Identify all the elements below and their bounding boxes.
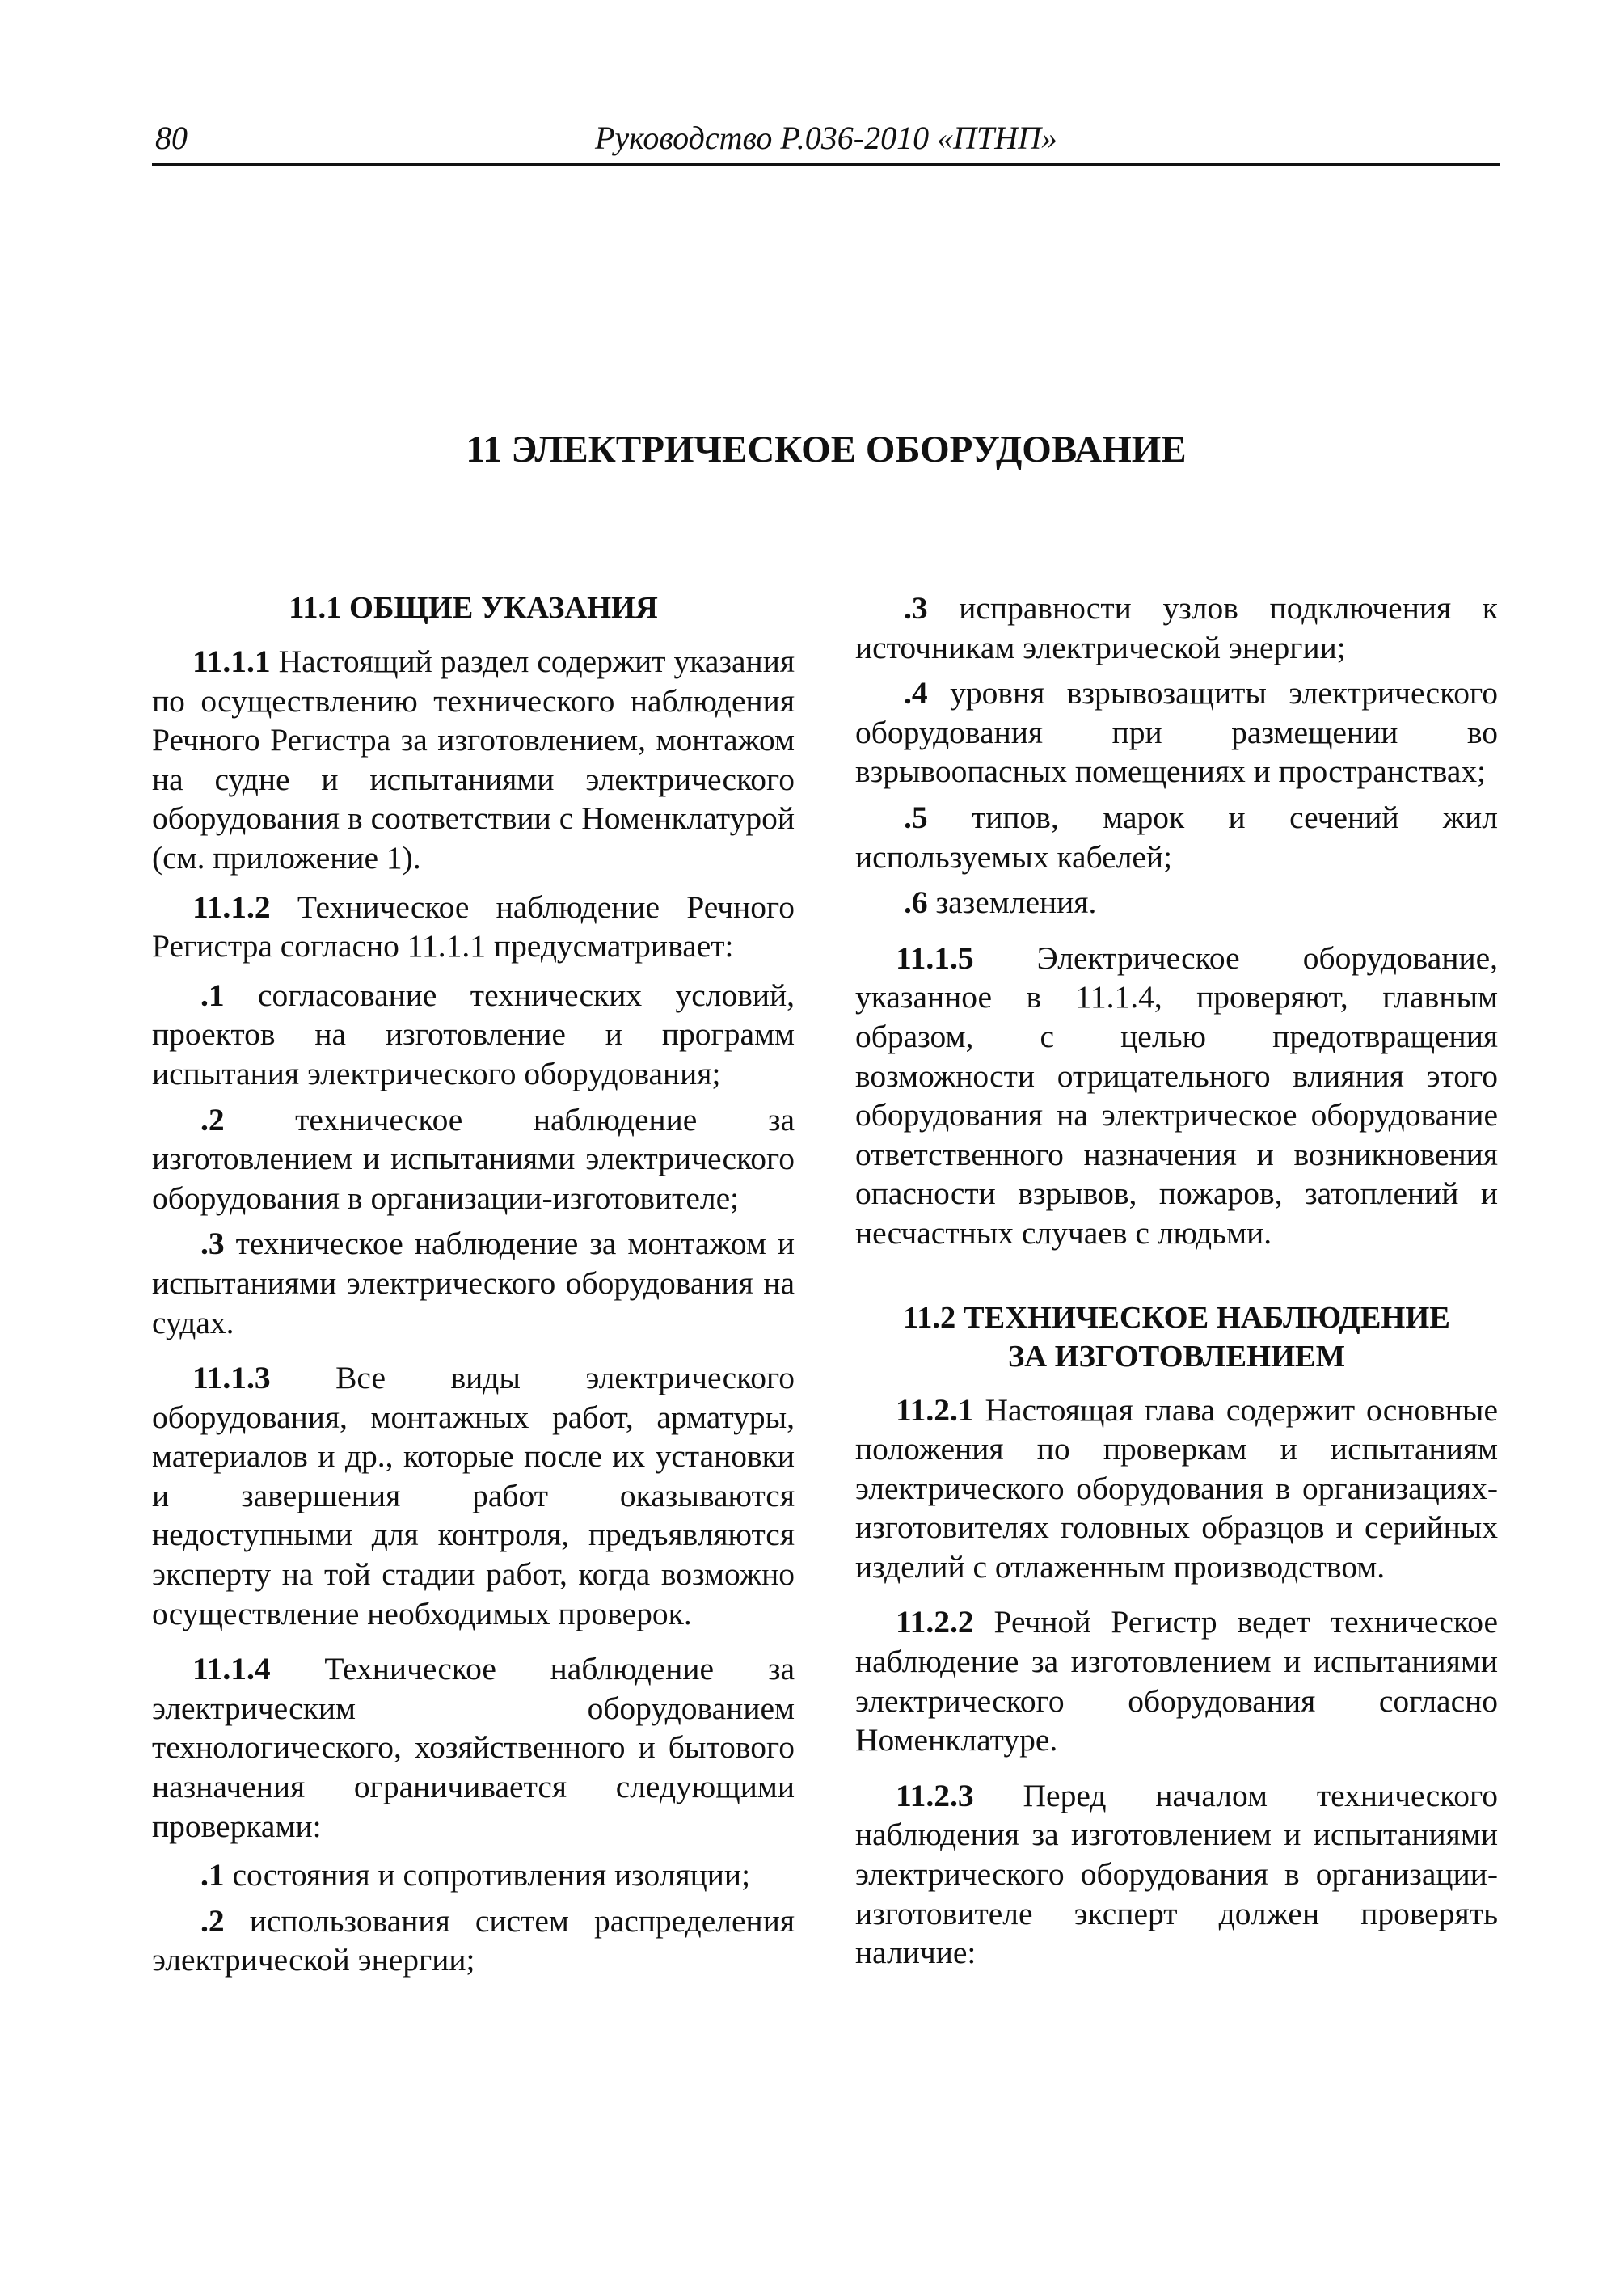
list-item — [855, 589, 1498, 667]
item-text: согласование технических условий, проектов на изготовление и программ испытания электрического оборудования; — [152, 977, 795, 1091]
list-item — [152, 1100, 795, 1218]
paragraph-number: 11.1.4 — [192, 1651, 271, 1687]
right-column — [855, 589, 1498, 1982]
paragraph-11-1-2 — [152, 888, 795, 966]
paragraph-number: 11.2.1 — [896, 1391, 974, 1428]
page-number: 80 — [155, 120, 188, 156]
item-text: заземления. — [935, 884, 1097, 921]
item-number: .1 — [200, 977, 225, 1013]
paragraph-number: 11.1.1 — [192, 644, 271, 679]
item-text: уровня взрывозащиты электрического оборудования при размещении во взрывоопасных помещениях и пространствах; — [855, 675, 1498, 790]
item-number: .2 — [200, 1101, 225, 1138]
running-header — [152, 118, 1500, 166]
item-number: .1 — [200, 1857, 225, 1893]
paragraph-number: 11.1.2 — [192, 889, 271, 925]
item-number: .4 — [904, 675, 928, 711]
paragraph-text: Настоящая глава содержит основные положения по проверкам и испытаниям электрического оборудования в организациях-изготовителях головных образцов и серийных изделий с отлаженным производством. — [855, 1391, 1498, 1585]
paragraph-text: Перед началом технического наблюдения за изготовлением и испытаниями электрического оборудования в организации-изготовителе эксперт должен проверять наличие: — [855, 1777, 1498, 1971]
paragraph-11-1-4 — [152, 1649, 795, 1846]
item-number: .3 — [200, 1226, 225, 1262]
item-text: техническое наблюдение за изготовлением и испытаниями электрического оборудования в организации-изготовителе; — [152, 1101, 795, 1216]
list-item — [152, 976, 795, 1094]
paragraph-number: 11.2.2 — [896, 1604, 974, 1640]
running-title: Руководство Р.036-2010 «ПТНП» — [594, 120, 1058, 156]
item-number: .3 — [904, 590, 928, 626]
paragraph-number: 11.1.3 — [192, 1360, 271, 1396]
item-number: .5 — [904, 799, 928, 835]
paragraph-number: 11.2.3 — [896, 1777, 974, 1813]
paragraph-text: Техническое наблюдение Речного Регистра согласно 11.1.1 предусматривает: — [152, 889, 795, 964]
item-text: типов, марок и сечений жил используемых кабелей; — [855, 799, 1498, 875]
list-item — [152, 1224, 795, 1342]
item-number: .6 — [904, 884, 928, 921]
list-item — [152, 1902, 795, 1980]
item-number: .2 — [200, 1902, 225, 1939]
paragraph-11-2-2 — [855, 1602, 1498, 1759]
list-item — [855, 673, 1498, 791]
paragraph-text: Настоящий раздел содержит указания по осуществлению технического наблюдения Речного Регистра за изготовлением, монтажом на судне и испытаниями электрического оборудования в соответствии с Номенклатурой (см. приложение 1). — [152, 644, 795, 876]
paragraph-11-2-3 — [855, 1776, 1498, 1973]
paragraph-text: Электрическое оборудование, указанное в 11.1.4, проверяют, главным образом, с целью предотвращения возможности отрицательного влияния этого оборудования на электрическое оборудование ответственного назначения и возникновения опасности взрывов, пожаров, затоплений и несчастных случаев с людьми. — [855, 939, 1499, 1251]
paragraph-text: Речной Регистр ведет техническое наблюдение за изготовлением и испытаниями электрического оборудования согласно Номенклатуре. — [855, 1604, 1499, 1758]
paragraph-text: Все виды электрического оборудования, монтажных работ, арматуры, материалов и др., которые после их установки и завершения работ оказываются недоступными для контроля, предъявляются эксперту на той стадии работ, когда возможно осуществление необходимых проверок. — [152, 1360, 795, 1631]
list-item — [855, 883, 1498, 922]
section-heading-11-2 — [855, 1298, 1498, 1376]
paragraph-11-1-3 — [152, 1358, 795, 1633]
paragraph-11-1-5 — [855, 939, 1498, 1253]
paragraph-number: 11.1.5 — [896, 939, 974, 976]
chapter-title: 11 ЭЛЕКТРИЧЕСКОЕ ОБОРУДОВАНИЕ — [466, 428, 1187, 471]
section-heading-line: 11.2 ТЕХНИЧЕСКОЕ НАБЛЮДЕНИЕ — [902, 1300, 1450, 1335]
item-text: исправности узлов подключения к источникам электрической энергии; — [855, 590, 1498, 665]
item-text: использования систем распределения электрической энергии; — [152, 1902, 795, 1978]
section-heading-11-1: 11.1 ОБЩИЕ УКАЗАНИЯ — [289, 591, 658, 625]
list-item — [855, 798, 1498, 876]
item-text: техническое наблюдение за монтажом и испытаниями электрического оборудования на судах. — [152, 1226, 795, 1340]
section-heading-line: ЗА ИЗГОТОВЛЕНИЕМ — [1007, 1339, 1346, 1374]
item-text: состояния и сопротивления изоляции; — [232, 1857, 751, 1893]
list-item — [152, 1855, 795, 1895]
paragraph-text: Техническое наблюдение за электрическим оборудованием технологического, хозяйственного и бытового назначения ограничивается следующими проверками: — [152, 1651, 795, 1844]
paragraph-11-2-1 — [855, 1391, 1498, 1587]
paragraph-11-1-1 — [152, 642, 795, 878]
left-column — [152, 589, 795, 1986]
